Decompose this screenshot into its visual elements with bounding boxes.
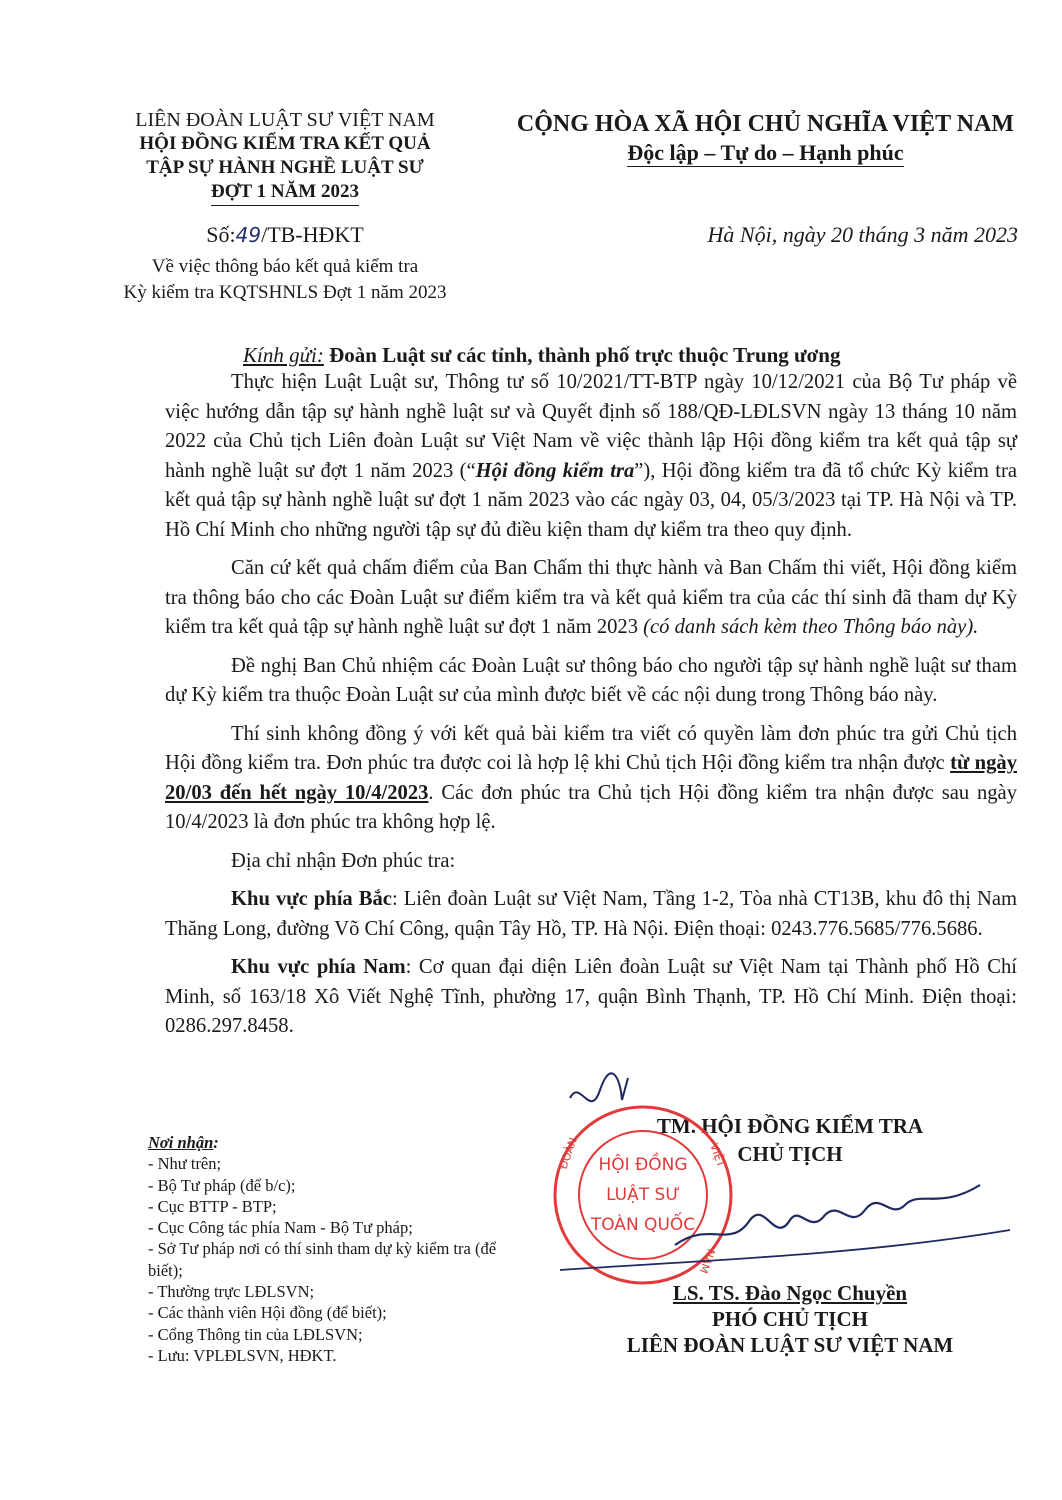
initials-mark (570, 1073, 628, 1101)
distribution-item: - Thường trực LĐLSVN; (148, 1282, 315, 1302)
body-paragraph-1 (165, 368, 1017, 545)
signer-title-2: LIÊN ĐOÀN LUẬT SƯ VIỆT NAM (626, 1333, 954, 1357)
handwritten-signature (560, 1070, 1030, 1300)
p4-deadline: từ ngày 20/03 đến hết ngày 10/4/2023 (165, 752, 1017, 804)
document-number-handwritten: 49 (235, 223, 262, 247)
p4-text: Thí sinh không đồng ý với kết quả bài kiểm tra viết có quyền làm đơn phúc tra gửi Chủ tịch Hội đồng kiểm tra. Đơn phúc tra được coi là hợp lệ khi Chủ tịch Hội đồng kiểm tra nhận được (165, 722, 1017, 774)
document-subject (95, 254, 475, 306)
national-motto: Độc lập – Tự do – Hạnh phúc (627, 140, 904, 165)
distribution-item: - Cục Công tác phía Nam - Bộ Tư pháp; (148, 1218, 413, 1238)
signature-underline (560, 1230, 1010, 1270)
signer-title-1: PHÓ CHỦ TỊCH (712, 1307, 868, 1331)
subject-line-2: Kỳ kiểm tra KQTSHNLS Đợt 1 năm 2023 (123, 282, 447, 303)
recipient-line (243, 343, 840, 368)
p4-text-cont: . Các đơn phúc tra Chủ tịch Hội đồng kiểm tra nhận được sau ngày 10/4/2023 là đơn phúc tra không hợp lệ. (165, 781, 1017, 833)
distribution-list (148, 1132, 528, 1366)
stamp-rim-mark: ĐOÀN (556, 1135, 581, 1172)
distribution-item: - Cổng Thông tin của LĐLSVN; (148, 1324, 363, 1344)
p1-term: Hội đồng kiểm tra (475, 459, 635, 482)
document-body (165, 368, 1017, 1051)
distribution-item: - Các thành viên Hội đồng (để biết); (148, 1303, 387, 1323)
issuer-header (95, 108, 475, 206)
body-paragraph-2 (165, 554, 1017, 643)
p1-text: Thực hiện Luật Luật sư, Thông tư số 10/2021/TT-BTP ngày 10/12/2021 của Bộ Tư pháp về việc hướng dẫn tập sự hành nghề luật sư và Quyết định số 188/QĐ-LĐLSVN ngày 13 tháng 10 năm 2022 của Chủ tịch Liên đoàn Luật sư Việt Nam về việc thành lập Hội đồng kiểm tra kết quả tập sự hành nghề luật sư đợt 1 năm 2023 (“ (165, 371, 1017, 482)
distribution-item: - Lưu: VPLĐLSVN, HĐKT. (148, 1345, 337, 1365)
signer-name: LS. TS. Đào Ngọc Chuyền (672, 1281, 908, 1305)
document-date: Hà Nội, ngày 20 tháng 3 năm 2023 (707, 222, 1018, 247)
north-address: : Liên đoàn Luật sư Việt Nam, Tầng 1-2, Tòa nhà CT13B, khu đô thị Nam Thăng Long, đường Võ Chí Công, quận Tây Hồ, TP. Hà Nội. Điện thoại: 0243.776.5685/776.5686. (165, 888, 1017, 940)
subject-line-1: Về việc thông báo kết quả kiểm tra (151, 256, 419, 277)
body-paragraph-3: Đề nghị Ban Chủ nhiệm các Đoàn Luật sư thông báo cho người tập sự hành nghề luật sư tham dự Kỳ kiểm tra thuộc Đoàn Luật sư của mình được biết về các nội dung trong Thông báo này. (165, 654, 1017, 706)
distribution-item: - Như trên; (148, 1154, 222, 1174)
signature-line-1: TM. HỘI ĐỒNG KIỂM TRA (656, 1114, 924, 1138)
body-paragraph-4 (165, 720, 1017, 838)
issuer-line-2: HỘI ĐỒNG KIỂM TRA KẾT QUẢ (139, 133, 431, 154)
distribution-item: - Bộ Tư pháp (để b/c); (148, 1175, 296, 1195)
issuer-line-1: LIÊN ĐOÀN LUẬT SƯ VIỆT NAM (135, 109, 435, 131)
signer-block (560, 1280, 1020, 1358)
south-address: : Cơ quan đại diện Liên đoàn Luật sư Việt Nam tại Thành phố Hồ Chí Minh, số 163/18 Xô Viết Nghệ Tĩnh, phường 17, quận Bình Thạnh, TP. Hồ Chí Minh. Điện thoại: 0286.297.8458. (165, 956, 1017, 1037)
stamp-text-2: LUẬT SƯ (606, 1185, 680, 1205)
body-paragraph-7 (165, 953, 1017, 1042)
document-number-suffix: /TB-HĐKT (261, 222, 364, 247)
national-title: CỘNG HÒA XÃ HỘI CHỦ NGHĨA VIỆT NAM (516, 111, 1015, 137)
document-number-prefix: Số: (206, 222, 236, 247)
p2-text: Căn cứ kết quả chấm điểm của Ban Chấm thi thực hành và Ban Chấm thi viết, Hội đồng kiểm tra thông báo cho các Đoàn Luật sư điểm kiểm tra và kết quả kiểm tra của các thí sinh đã tham dự Kỳ kiểm tra kết quả tập sự hành nghề luật sư đợt 1 năm 2023 (165, 557, 1017, 638)
p2-note: (có danh sách kèm theo Thông báo này). (643, 616, 979, 638)
distribution-colon: : (213, 1133, 219, 1152)
national-header (488, 108, 1043, 172)
stamp-rim-mark: VIỆT (707, 1141, 728, 1170)
body-paragraph-5: Địa chỉ nhận Đơn phúc tra: (231, 849, 456, 872)
distribution-heading: Nơi nhận (148, 1133, 214, 1152)
issuer-line-3: TẬP SỰ HÀNH NGHỀ LUẬT SƯ (146, 157, 424, 178)
distribution-item: - Cục BTTP - BTP; (148, 1196, 277, 1216)
distribution-item: - Sở Tư pháp nơi có thí sinh tham dự kỳ kiểm tra (để biết); (148, 1239, 497, 1280)
stamp-rim-mark: NAM (696, 1246, 718, 1276)
signature-line-2: CHỦ TỊCH (737, 1142, 843, 1166)
north-label: Khu vực phía Bắc (231, 888, 392, 910)
recipient-name: Đoàn Luật sư các tỉnh, thành phố trực thuộc Trung ương (329, 343, 841, 367)
issuer-line-4: ĐỢT 1 NĂM 2023 (211, 180, 359, 206)
recipient-label: Kính gửi: (243, 343, 324, 367)
stamp-text-1: HỘI ĐỒNG (598, 1155, 688, 1175)
body-paragraph-6 (165, 885, 1017, 944)
p1-text-cont: ”), Hội đồng kiểm tra đã tổ chức Kỳ kiểm tra kết quả tập sự hành nghề luật sư đợt 1 năm 2023 vào các ngày 03, 04, 05/3/2023 tại TP. Hà Nội và TP. Hồ Chí Minh cho những người tập sự đủ điều kiện tham dự kiểm tra theo quy định. (165, 459, 1018, 541)
stamp-text-3: TOÀN QUỐC (590, 1215, 696, 1235)
south-label: Khu vực phía Nam (231, 956, 406, 978)
document-number (95, 222, 475, 248)
signature-stroke (675, 1185, 980, 1245)
